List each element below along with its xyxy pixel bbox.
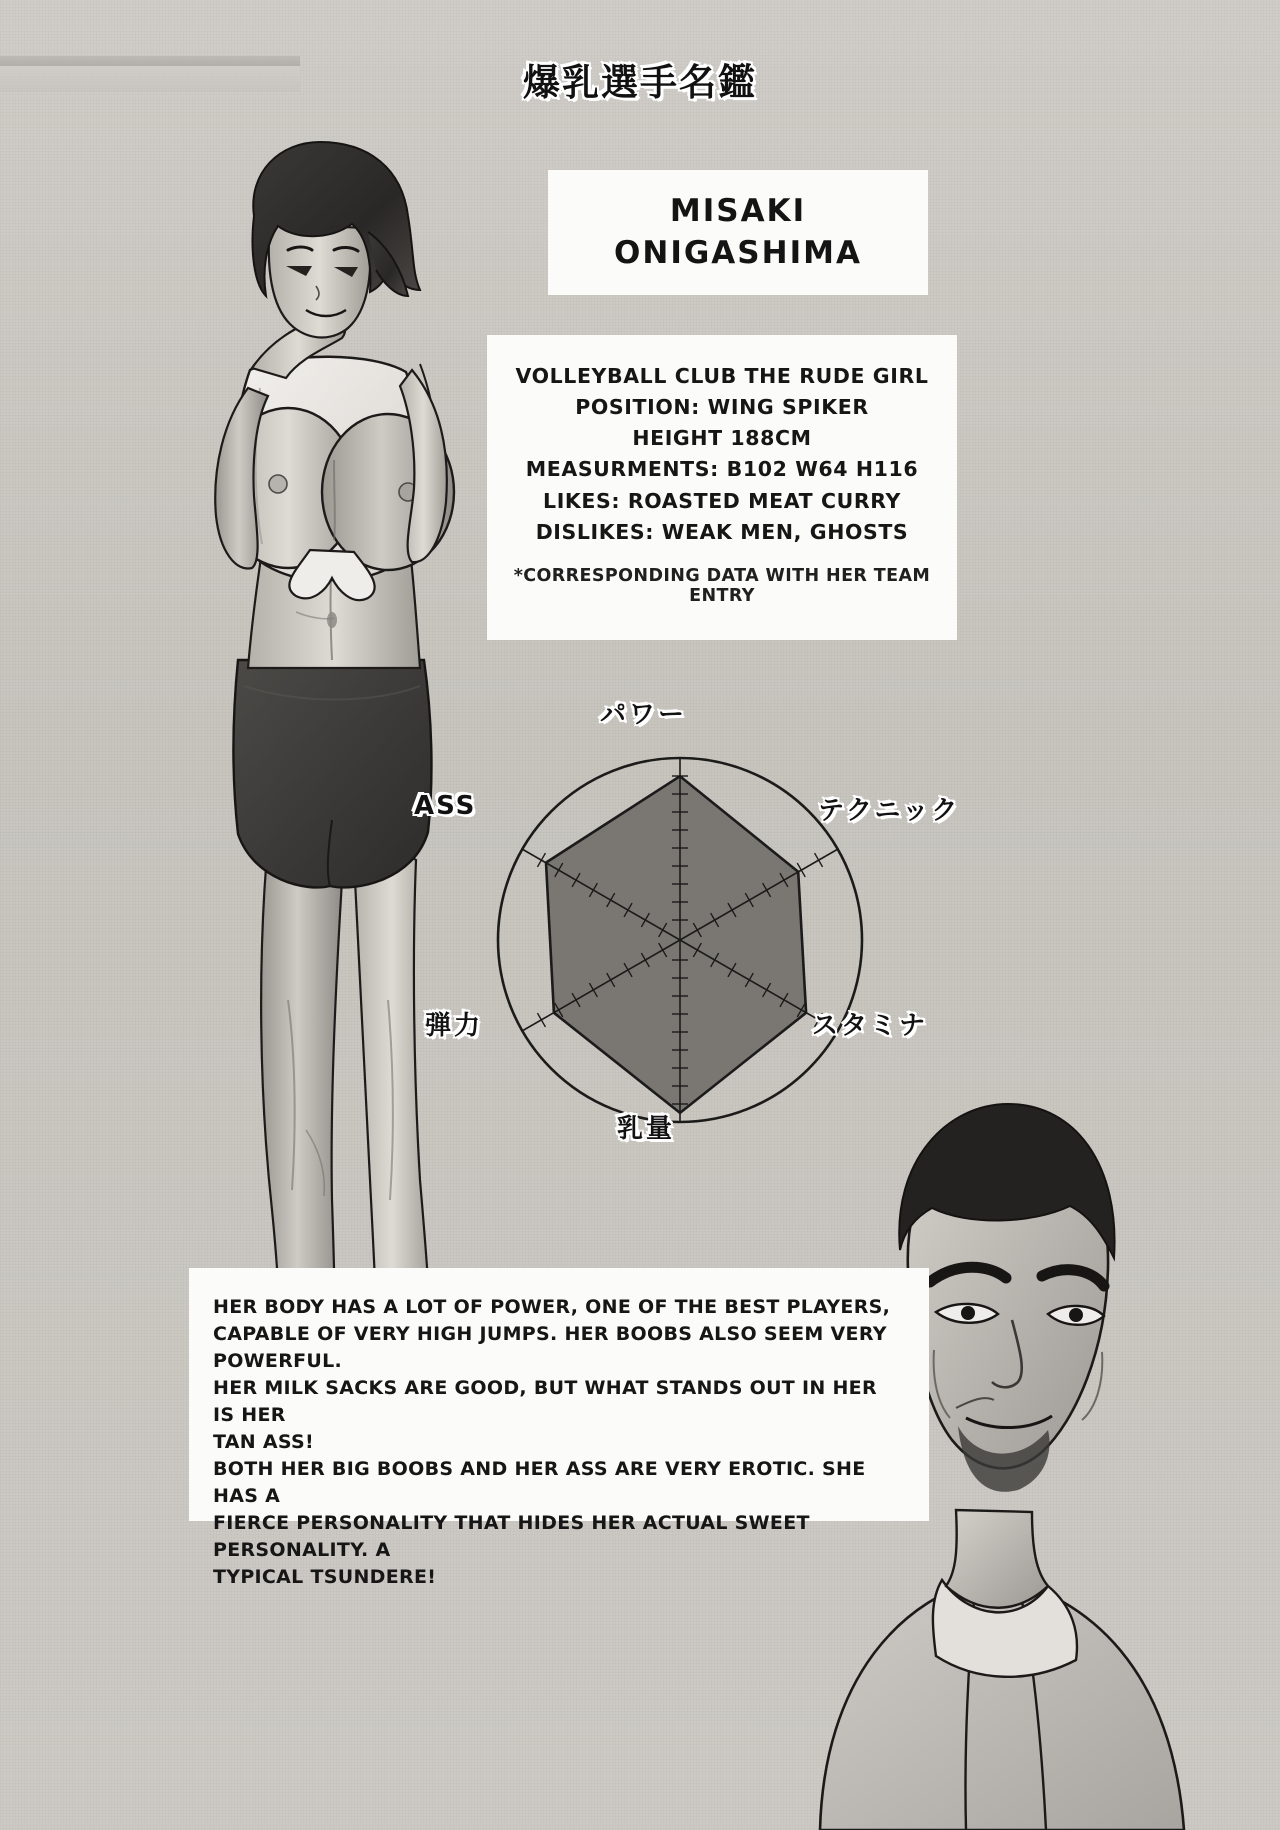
radar-label-technique: テクニック [818,796,961,826]
stat-line-height: HEIGHT 188CM [632,426,812,451]
description-line: HER MILK SACKS ARE GOOD, BUT WHAT STANDS OUT IN HER IS HER [213,1376,877,1426]
radar-label-stamina: スタミナ [812,1011,929,1041]
description-line: POWERFUL. [213,1349,343,1372]
radar-label-milk: 乳量 [617,1114,676,1144]
stat-line-club: VOLLEYBALL CLUB THE RUDE GIRL [515,364,929,388]
description-line: TAN ASS! [213,1430,314,1453]
description-line: HER BODY HAS A LOT OF POWER, ONE OF THE BEST PLAYERS, [213,1296,891,1318]
radar-label-elasticity: 弾力 [425,1011,484,1041]
character-description-box [189,1268,929,1588]
stat-line-measurements: MEASURMENTS: B102 W64 H116 [525,457,919,482]
character-name-box [548,170,928,295]
character-name-last: ONIGASHIMA [614,234,862,271]
radar-label-ass: ASS [414,791,477,821]
page-title: 爆乳選手名鑑 [523,61,757,104]
stats-radar-chart [470,680,890,1160]
description-line: CAPABLE OF VERY HIGH JUMPS. HER BOOBS ALSO SEEM VERY [213,1322,887,1345]
stat-line-likes: LIKES: ROASTED MEAT CURRY [543,488,901,513]
stat-line-dislikes: DISLIKES: WEAK MEN, GHOSTS [535,519,909,544]
radar-label-power: パワー [600,700,688,730]
description-line: TYPICAL TSUNDERE! [213,1565,437,1588]
character-name-first: MISAKI [669,192,807,229]
stats-footnote: *CORRESPONDING DATA WITH HER TEAM ENTRY [513,565,931,606]
description-line: BOTH HER BIG BOOBS AND HER ASS ARE VERY EROTIC. SHE HAS A [213,1457,866,1507]
character-stats-box [487,335,957,640]
stat-line-position: POSITION: WING SPIKER [575,395,869,420]
description-line: FIERCE PERSONALITY THAT HIDES HER ACTUAL SWEET PERSONALITY. A [213,1511,810,1561]
character-name [614,191,862,275]
radar-value-polygon [546,776,806,1113]
